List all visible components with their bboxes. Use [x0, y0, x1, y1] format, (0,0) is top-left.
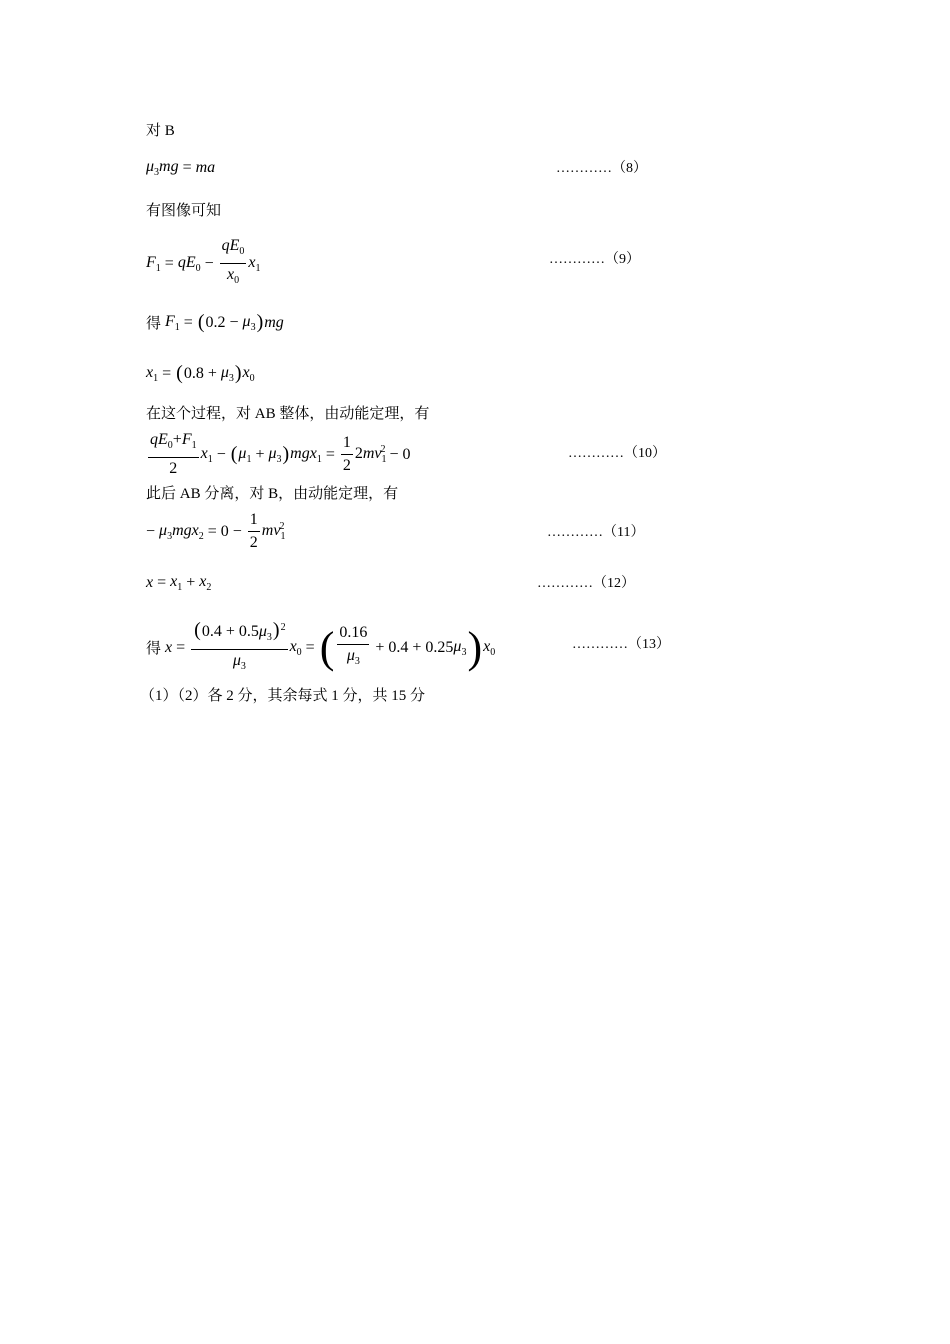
equation-8: $\mu_3mg$ = ma — [146, 158, 216, 178]
equation-9: $F_1$ = $qE_0$ − $\frac{qE_0}{x_0}$ $x_1$ — [146, 237, 261, 286]
equation-11: − $\mu_3mgx_2$ = 0 − $\frac{1}{2}$ $mv_1^2$ — [146, 511, 286, 551]
equation-number-8: …………（8） — [556, 161, 647, 176]
equation-number-11: …………（11） — [547, 525, 645, 540]
text-line-ab-separate: 此后 AB 分离，对 B，由动能定理，有 — [146, 486, 399, 502]
text-line-graph: 有图像可知 — [146, 203, 222, 219]
text-line-dui-b: 对 B — [146, 123, 175, 139]
equation-f1-result: 得 $F_1$ = ( 0.2 − $\mu_3$ ) mg — [146, 311, 284, 333]
equation-13: 得 x = $\frac{(0.4 + 0.5\mu_3)^2}{\mu_3}$ $x_0$ = ( $\frac{0.16}{\mu_3}$ + 0.4 + 0.25 $\mu_3$ ) $x_0$ — [146, 619, 496, 672]
text-line-scoring: （1）（2）各 2 分，其余每式 1 分，共 15 分 — [140, 688, 426, 704]
de-label: 得 — [146, 316, 162, 332]
equation-10: $\frac{qE_0+F_1}{2}$ $x_1$ − ( $\mu_1$ + $\mu_3$ ) mgx$_1$ = $\frac{1}{2}$ $2mv_1^2$ − 0 — [150, 431, 411, 477]
equation-number-13: …………（13） — [572, 637, 670, 652]
equation-number-12: …………（12） — [537, 576, 635, 591]
equation-number-10: …………（10） — [568, 446, 666, 461]
equation-12: x = $x_1$ + $x_2$ — [146, 573, 212, 593]
de-label: 得 — [146, 641, 162, 657]
equation-x1: $x_1$ = ( 0.8 + $\mu_3$ ) $x_0$ — [146, 362, 255, 384]
equation-number-9: …………（9） — [549, 252, 640, 267]
text-line-ab-whole: 在这个过程，对 AB 整体，由动能定理，有 — [146, 406, 430, 422]
